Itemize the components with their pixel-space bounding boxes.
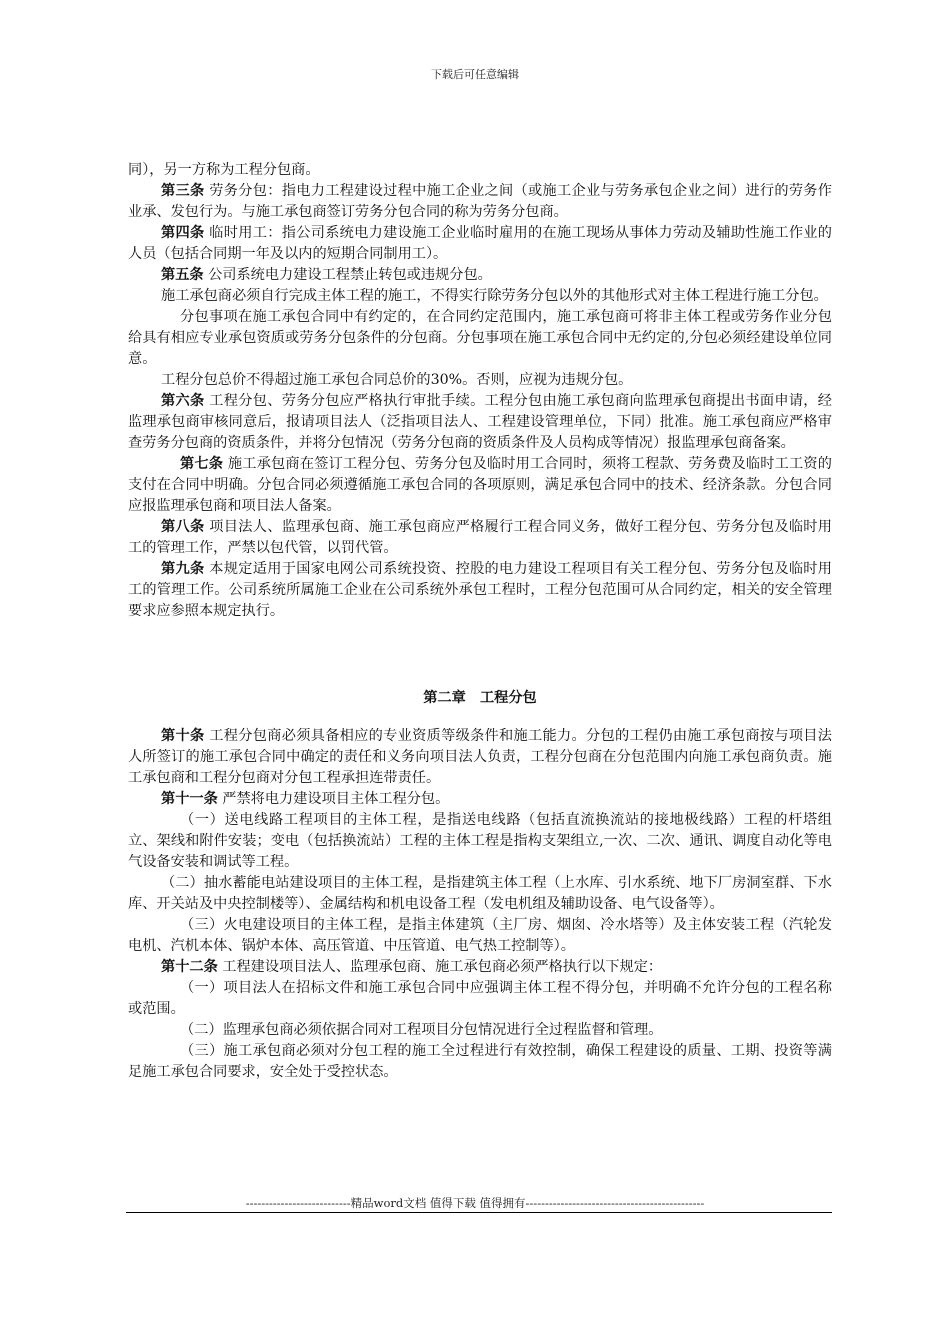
paragraph xyxy=(128,286,832,307)
paragraph-text: 公司系统电力建设工程禁止转包或违规分包。 xyxy=(203,267,492,283)
footer-rule xyxy=(126,1212,832,1213)
article-number: 第十二条 xyxy=(161,959,218,975)
section-chapter-one xyxy=(128,160,832,622)
paragraph-text: （三）施工承包商必须对分包工程的施工全过程进行有效控制，确保工程建设的质量、工期、投资等满足施工承包合同要求，安全处于受控状态。 xyxy=(128,1043,832,1080)
paragraph-text: 工程分包商必须具备相应的专业资质等级条件和施工能力。分包的工程仍由施工承包商按与项目法人所签订的施工承包合同中确定的责任和义务向项目法人负责，工程分包商在分包范围内向施工承包商负责。施工承包商和工程分包商对分包工程承担连带责任。 xyxy=(128,728,832,786)
paragraph xyxy=(128,454,832,517)
spacer xyxy=(128,622,832,688)
chapter-title: 第二章 工程分包 xyxy=(423,690,537,706)
paragraph xyxy=(128,559,832,622)
paragraph xyxy=(128,265,832,286)
paragraph xyxy=(128,957,832,978)
paragraph-text: （二）抽水蓄能电站建设项目的主体工程，是指建筑主体工程（上水库、引水系统、地下厂房洞室群、下水库、开关站及中央控制楼等）、金属结构和机电设备工程（发电机组及辅助设备、电气设备等）。 xyxy=(128,875,832,912)
document-body xyxy=(128,160,832,1083)
section-chapter-two xyxy=(128,726,832,1083)
page-header: 下载后可任意编辑 xyxy=(431,68,519,81)
paragraph xyxy=(128,370,832,391)
paragraph xyxy=(128,223,832,265)
paragraph xyxy=(128,160,832,181)
article-number: 第九条 xyxy=(161,561,205,577)
paragraph xyxy=(128,1041,832,1083)
paragraph-text: 同），另一方称为工程分包商。 xyxy=(128,162,320,178)
article-number: 第六条 xyxy=(161,393,205,409)
paragraph xyxy=(128,517,832,559)
paragraph xyxy=(128,978,832,1020)
paragraph-text: （三）火电建设项目的主体工程，是指主体建筑（主厂房、烟囱、冷水塔等）及主体安装工程（汽轮发电机、汽机本体、锅炉本体、高压管道、中压管道、电气热工控制等）。 xyxy=(128,917,832,954)
paragraph-text: （一）送电线路工程项目的主体工程，是指送电线路（包括直流换流站的接地极线路）工程的杆塔组立、架线和附件安装；变电（包括换流站）工程的主体工程是指构支架组立,一次、二次、通讯、调度自动化等电气设备安装和调试等工程。 xyxy=(128,812,832,870)
paragraph-text: 施工承包商在签订工程分包、劳务分包及临时用工合同时，须将工程款、劳务费及临时工工资的支付在合同中明确。分包合同必须遵循施工承包合同的各项原则，满足承包合同中的技术、经济条款。分包合同应报监理承包商和项目法人备案。 xyxy=(128,456,832,514)
paragraph-text: 临时用工：指公司系统电力建设施工企业临时雇用的在施工现场从事体力劳动及辅助性施工作业的人员（包括合同期一年及以内的短期合同制用工）。 xyxy=(128,225,832,262)
article-number: 第五条 xyxy=(161,267,204,283)
paragraph xyxy=(128,391,832,454)
paragraph-text: 工程分包总价不得超过施工承包合同总价的30%。否则，应视为违规分包。 xyxy=(161,372,633,388)
paragraph xyxy=(128,810,832,873)
paragraph xyxy=(128,726,832,789)
paragraph xyxy=(128,307,832,370)
paragraph-text: 分包事项在施工承包合同中有约定的，在合同约定范围内，施工承包商可将非主体工程或劳务作业分包给具有相应专业承包资质或劳务分包条件的分包商。分包事项在施工承包合同中无约定的,分包必须经建设单位同意。 xyxy=(128,309,832,367)
paragraph-text: 工程建设项目法人、监理承包商、施工承包商必须严格执行以下规定： xyxy=(217,959,663,975)
paragraph-text: 本规定适用于国家电网公司系统投资、控股的电力建设工程项目有关工程分包、劳务分包及临时用工的管理工作。公司系统所属施工企业在公司系统外承包工程时，工程分包范围可从合同约定，相关的安全管理要求应参照本规定执行。 xyxy=(128,561,832,619)
paragraph xyxy=(128,873,832,915)
paragraph-text: 工程分包、劳务分包应严格执行审批手续。工程分包由施工承包商向监理承包商提出书面申请，经监理承包商审核同意后，报请项目法人（泛指项目法人、工程建设管理单位，下同）批准。施工承包商应严格审查劳务分包商的资质条件，并将分包情况（劳务分包商的资质条件及人员构成等情况）报监理承包商备案。 xyxy=(128,393,832,451)
article-number: 第八条 xyxy=(161,519,205,535)
paragraph-text: 劳务分包：指电力工程建设过程中施工企业之间（或施工企业与劳务承包企业之间）进行的劳务作业承、发包行为。与施工承包商签订劳务分包合同的称为劳务分包商。 xyxy=(128,183,832,220)
paragraph xyxy=(128,915,832,957)
article-number: 第十条 xyxy=(161,728,205,744)
spacer xyxy=(128,709,832,726)
paragraph xyxy=(128,1020,832,1041)
article-number: 第七条 xyxy=(180,456,224,472)
paragraph xyxy=(128,181,832,223)
paragraph-text: （一）项目法人在招标文件和施工承包合同中应强调主体工程不得分包，并明确不允许分包的工程名称或范围。 xyxy=(128,980,832,1017)
paragraph-text: 严禁将电力建设项目主体工程分包。 xyxy=(217,791,450,807)
article-number: 第四条 xyxy=(161,225,205,241)
article-number: 第十一条 xyxy=(161,791,218,807)
paragraph-text: 项目法人、监理承包商、施工承包商应严格履行工程合同义务，做好工程分包、劳务分包及临时用工的管理工作，严禁以包代管，以罚代管。 xyxy=(128,519,832,556)
paragraph-text: 施工承包商必须自行完成主体工程的施工，不得实行除劳务分包以外的其他形式对主体工程进行施工分包。 xyxy=(161,288,828,304)
paragraph-text: （二）监理承包商必须依据合同对工程项目分包情况进行全过程监督和管理。 xyxy=(180,1022,663,1038)
paragraph xyxy=(128,789,832,810)
article-number: 第三条 xyxy=(161,183,205,199)
page-footer: ---------------------------精品word文档 值得下载 值得拥有---------------------------------------------- xyxy=(245,1196,705,1210)
